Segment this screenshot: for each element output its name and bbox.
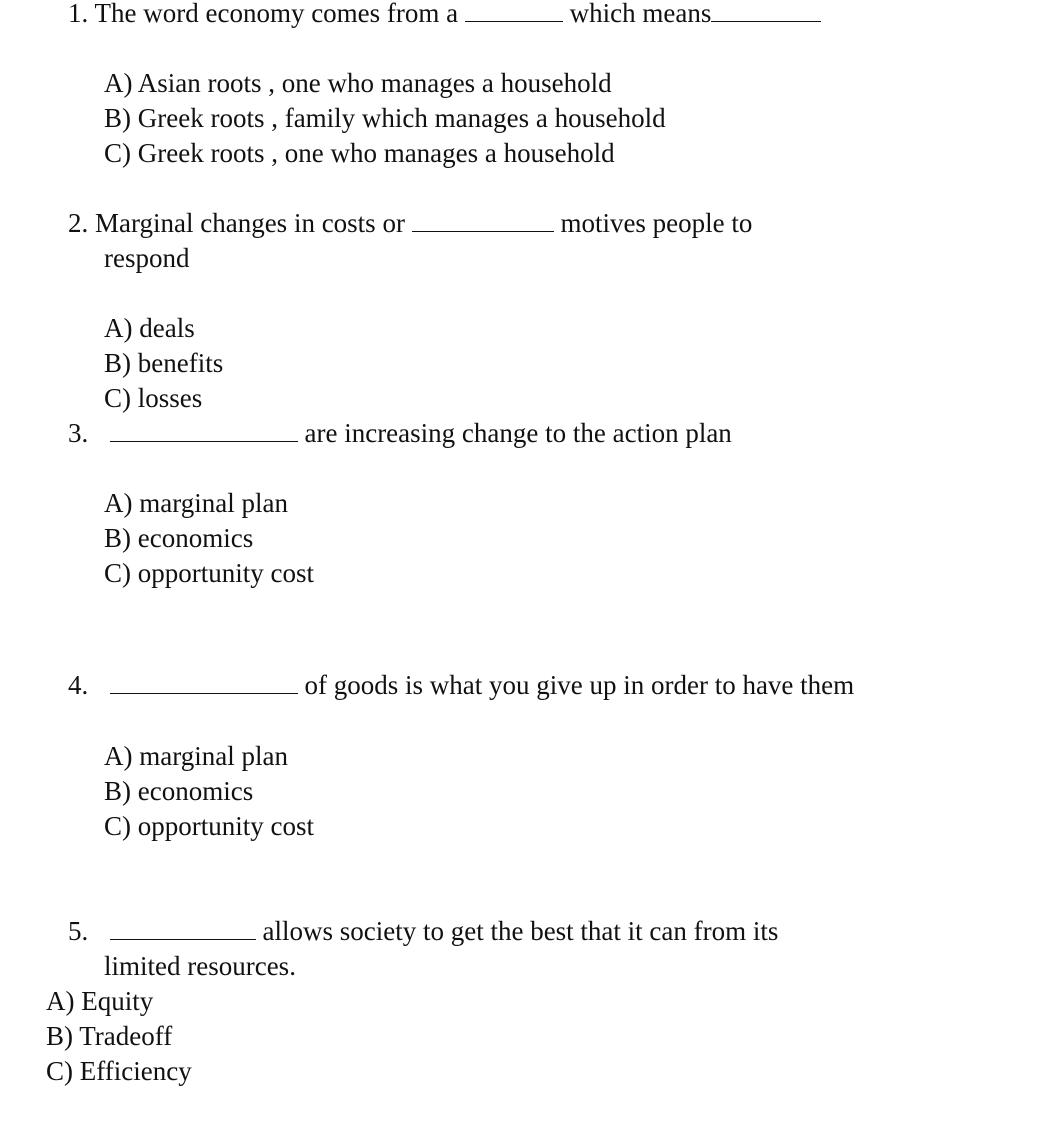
- question-text-continued: limited resources.: [104, 951, 296, 981]
- answer-blank[interactable]: [465, 0, 563, 22]
- option[interactable]: C) losses: [104, 383, 203, 413]
- option[interactable]: A) marginal plan: [104, 741, 288, 771]
- option[interactable]: C) Efficiency: [46, 1056, 192, 1086]
- answer-blank[interactable]: [110, 419, 298, 442]
- question-3-stem: [68, 416, 732, 451]
- question-text: are increasing change to the action plan: [304, 418, 732, 448]
- option[interactable]: C) opportunity cost: [104, 558, 314, 588]
- question-number: 5.: [68, 916, 89, 946]
- question-number: 3.: [68, 418, 89, 448]
- option[interactable]: B) economics: [104, 523, 254, 553]
- answer-blank[interactable]: [412, 209, 554, 232]
- question-text: allows society to get the best that it can from its: [262, 916, 779, 946]
- question-4-stem: [68, 668, 854, 703]
- question-text-continued: respond: [104, 243, 190, 273]
- answer-blank[interactable]: [110, 917, 256, 940]
- option[interactable]: B) Tradeoff: [46, 1021, 173, 1051]
- question-5-stem: [68, 914, 778, 949]
- question-text: of goods is what you give up in order to have them: [304, 670, 855, 700]
- question-1-stem: [68, 0, 821, 31]
- question-text: The word economy comes from a: [94, 0, 459, 28]
- option[interactable]: B) benefits: [104, 348, 224, 378]
- option[interactable]: A) marginal plan: [104, 488, 288, 518]
- question-2-stem: [68, 206, 752, 241]
- option[interactable]: B) economics: [104, 776, 254, 806]
- option[interactable]: C) Greek roots , one who manages a household: [104, 138, 615, 168]
- option[interactable]: A) deals: [104, 313, 195, 343]
- option[interactable]: A) Equity: [46, 986, 154, 1016]
- question-text: which means: [569, 0, 712, 28]
- question-number: 1.: [68, 0, 89, 28]
- option[interactable]: C) opportunity cost: [104, 811, 314, 841]
- question-number: 4.: [68, 670, 89, 700]
- option[interactable]: B) Greek roots , family which manages a household: [104, 103, 666, 133]
- option[interactable]: A) Asian roots , one who manages a household: [104, 68, 612, 98]
- question-text: motives people to: [560, 208, 753, 238]
- question-text: Marginal changes in costs or: [95, 208, 405, 238]
- answer-blank[interactable]: [110, 671, 298, 694]
- question-number: 2.: [68, 208, 89, 238]
- answer-blank[interactable]: [711, 0, 821, 22]
